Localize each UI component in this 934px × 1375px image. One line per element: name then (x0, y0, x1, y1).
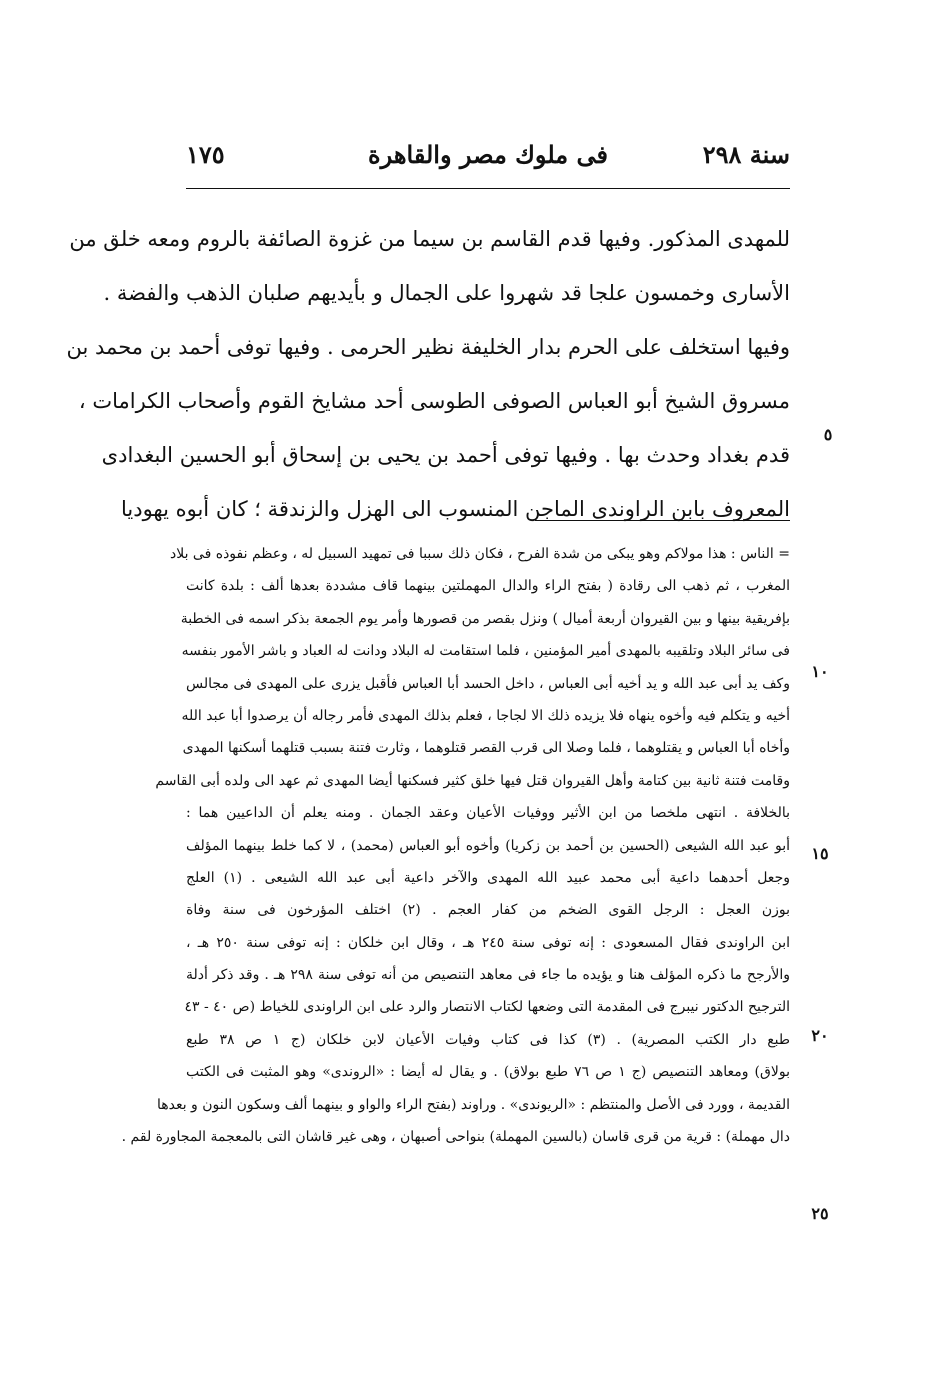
footnote-line: فى سائر البلاد وتلقيبه بالمهدى أمير المؤمنين ، فلما استقامت له البلاد ودانت له العباد و باشر الأمور بنفسه (181, 643, 790, 660)
footnote-line: المغرب ، ثم ذهب الى رقادة ( بفتح الراء والدال المهملتين بينهما قاف مشددة بعدها ألف : بلدة كانت (186, 578, 790, 595)
body-line: المعروف بابن الراوندى الماجن المنسوب الى الهزل والزندقة ؛ كان أبوه يهوديا (120, 497, 790, 521)
footnote-line: بالخلافة . انتهى ملخصا من ابن الأثير ووفيات الأعيان وعقد الجمان . ومنه يعلم أن الداعيين هما : (186, 805, 790, 822)
footnote-line: أخيه و يتكلم فيه وأخوه ينهاه فلا يزيده ذلك الا لجاجا ، فعلم بذلك المهدى فأمر رجاله أن يرصدوا أبا عبد الله (181, 707, 790, 724)
footnote-line: ابن الراوندى فقال المسعودى : إنه توفى سنة ٢٤٥ هـ ، وقال ابن خلكان : إنه توفى سنة ٢٥٠ هـ ، (186, 934, 791, 951)
footnote-line: طبع دار الكتب المصرية) . (٣) كذا فى كتاب وفيات الأعيان لابن خلكان (ج ١ ص ٣٨ طبع (186, 1031, 791, 1048)
footnote-line: الترجيح الدكتور نيبرج فى المقدمة التى وضعها لكتاب الانتصار والرد على ابن الراوندى للخياط (ص ٤٠ - ٤٣ (184, 999, 790, 1016)
footnote-line: القديمة ، وورد فى الأصل والمنتظم : «الريوندى» . وراوند (بفتح الراء والواو و بينهما ألف وسكون النون و بعدها (156, 1096, 790, 1113)
header-title: فى ملوك مصر والقاهرة (368, 140, 608, 169)
footnote-line: أبو عبد الله الشيعى (الحسين بن أحمد بن زكريا) وأخوه أبو العباس (محمد) ، لا كما خلط بينهما المؤلف (186, 837, 790, 854)
body-line: قدم بغداد وحدث بها . وفيها توفى أحمد بن يحيى بن إسحاق أبو الحسين البغدادى (101, 443, 790, 467)
header-rule (186, 188, 790, 189)
footnote-line: بوزن العجل : الرجل القوى الضخم من كفار العجم . (٢) اختلف المؤرخون فى سنة وفاة (186, 902, 790, 919)
margin-line-number: ١٠ (811, 662, 829, 681)
body-line: للمهدى المذكور. وفيها قدم القاسم بن سيما من غزوة الصائفة بالروم ومعه خلق من (69, 227, 790, 251)
footnote-line: دال مهملة) : قرية من قرى قاسان (بالسين المهملة) بنواحى أصبهان ، وهى غير قاشان التى بالمعجمة المجاورة لقم . (121, 1129, 790, 1146)
body-line: الأسارى وخمسون علجا قد شهروا على الجمال و بأيديهم صلبان الذهب والفضة . (103, 281, 790, 305)
footnote-line: بإفريقية بينها و بين القيروان أربعة أميال ) ونزل بقصر من قصورها وأمر يوم الجمعة بذكر اسمه فى الخطبة (180, 610, 790, 627)
footnote-rule (535, 520, 790, 521)
margin-line-number: ٢٥ (811, 1204, 829, 1223)
footnote-line: والأرجح ما ذكره المؤلف هنا و يؤيده ما جاء فى معاهد التنصيص من أنه توفى سنة ٢٩٨ هـ . وقد ذكر أدلة (186, 967, 791, 984)
footnotes (121, 538, 791, 1153)
footnote-line: بولاق) ومعاهد التنصيص (ج ١ ص ٧٦ طبع بولاق) . و يقال له أيضا : «الروندى» وهو المثبت فى الكتب (186, 1064, 790, 1081)
body-line: وفيها استخلف على الحرم بدار الخليفة نظير الحرمى . وفيها توفى أحمد بن محمد بن (66, 335, 790, 359)
page-number: ١٧٥ (186, 140, 225, 169)
footnote-line: = الناس : هذا مولاكم وهو يبكى من شدة الفرح ، فكان ذلك سببا فى تمهيد السبيل له ، وعظم نفوذه فى بلاد (169, 546, 790, 562)
margin-line-number: ٥ (823, 425, 833, 444)
header-year: سنة ٢٩٨ (702, 140, 790, 169)
footnote-line: وأخاه أبا العباس و يقتلوهما ، فلما وصلا الى قرب القصر قتلوهما ، وثارت فتنة بسبب قتلهما أسكنها المهدى (182, 740, 790, 757)
footnote-line: وجعل أحدهما داعية أبى محمد عبيد الله المهدى والآخر داعية أبى عبد الله الشيعى . (١) العلج (186, 869, 790, 886)
margin-line-number: ١٥ (811, 844, 829, 863)
main-text (66, 212, 790, 536)
body-line: مسروق الشيخ أبو العباس الصوفى الطوسى أحد مشايخ القوم وأصحاب الكرامات ، (78, 389, 790, 413)
margin-line-number: ٢٠ (811, 1026, 829, 1045)
footnote-line: وقامت فتنة ثانية بين كتامة وأهل القيروان قتل فيها خلق كثير فسكنها أيضا المهدى ثم عهد الى ولده أبى القاسم (155, 772, 790, 789)
page-header (186, 140, 790, 184)
footnote-line: وكف يد أبى عبد الله و يد أخيه أبى العباس ، داخل الحسد أبا العباس فأقبل يزرى على المهدى فى مجالس (186, 675, 790, 692)
